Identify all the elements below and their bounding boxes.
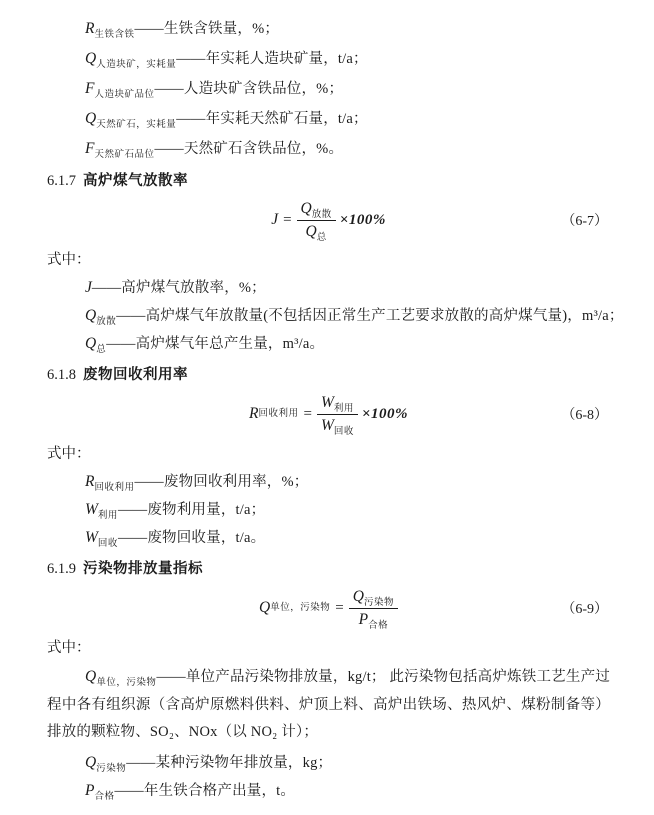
formula xyxy=(271,200,386,241)
where-label: 式中： xyxy=(47,252,91,268)
formula-suffix: ×100% xyxy=(361,405,408,422)
section-title: 高炉煤气放散率 xyxy=(83,173,188,189)
variable-symbol: Q xyxy=(300,199,312,217)
definition-line xyxy=(85,134,610,164)
fraction-numerator xyxy=(317,394,358,415)
variable-symbol: W xyxy=(85,529,98,546)
formula-row xyxy=(47,388,610,440)
fraction xyxy=(317,394,358,435)
variable-subscript: 回收 xyxy=(97,538,118,549)
variable-subscript: 利用 xyxy=(97,510,118,521)
variable-symbol: Q xyxy=(305,222,317,240)
variable-symbol: Q xyxy=(85,307,97,324)
variable-subscript: 放散 xyxy=(311,209,332,220)
variable-symbol: Q xyxy=(85,50,97,67)
definition-line xyxy=(85,468,610,496)
section-heading xyxy=(47,557,610,581)
variable-subscript: 天然矿石，实耗量 xyxy=(96,119,177,130)
variable-symbol: W xyxy=(85,501,98,518)
formula-number: （6-8） xyxy=(561,408,608,423)
formula-number: （6-7） xyxy=(561,214,608,229)
fraction xyxy=(297,200,336,241)
definition-text: ——生铁含铁量，%； xyxy=(134,21,280,37)
section-number: 6.1.9 xyxy=(47,561,76,577)
formula: Q 单位，污染物 = $\frac{Q_{污染物}}{P_{合格}}$ xyxy=(259,588,398,629)
definition-text: ——高炉煤气年总产生量，m³/a。 xyxy=(106,336,325,352)
equals-sign: = xyxy=(335,599,344,616)
formula-row xyxy=(47,194,610,246)
section-heading xyxy=(47,363,610,387)
variable-symbol: F xyxy=(85,80,95,97)
variable-subscript: 回收 xyxy=(333,426,354,437)
formula-lhs-symbol: J xyxy=(271,211,279,228)
definition-text: ——某种污染物年排放量，kg； xyxy=(126,754,333,771)
variable-subscript: 合格 xyxy=(94,791,115,802)
variable-symbol: W xyxy=(320,393,334,411)
section-number: 6.1.8 xyxy=(47,367,76,383)
fraction-denominator xyxy=(297,221,336,241)
formula: R 回收利用 = $\frac{W_{利用}}{W_{回收}}$ ×100% xyxy=(249,393,408,437)
section-618 xyxy=(47,363,610,552)
definition-line xyxy=(85,14,610,44)
variable-subscript: 放散 xyxy=(96,316,117,327)
variable-subscript: 人造块矿品位 xyxy=(94,89,155,100)
section-number: 6.1.7 xyxy=(47,173,76,189)
definition-text: ——高炉煤气放散率，%； xyxy=(91,280,266,296)
definition-text: ——废物回收利用率，%； xyxy=(134,474,309,490)
fraction-numerator xyxy=(297,200,336,221)
definition-paragraph xyxy=(47,663,610,747)
formula-row xyxy=(47,582,610,634)
definition-line xyxy=(85,330,610,358)
definition-text: ——人造块矿含铁品位，%； xyxy=(154,81,344,97)
variable-symbol: Q xyxy=(85,110,97,127)
section-619 xyxy=(47,557,610,805)
equals-sign: = xyxy=(303,405,312,422)
definition-line xyxy=(85,104,610,134)
definition-line xyxy=(85,749,610,777)
variable-symbol: Q xyxy=(352,587,364,605)
fraction-denominator xyxy=(349,609,398,629)
definition-text: ——年实耗天然矿石量，t/a； xyxy=(176,111,368,127)
definition-text: ——废物回收量，t/a。 xyxy=(117,530,266,546)
section-title: 废物回收利用率 xyxy=(83,367,188,383)
definition-text: ——高炉煤气年放散量(不包括因正常生产工艺要求放散的高炉煤气量)，m³/a； xyxy=(116,308,624,324)
variable-subscript: 污染物 xyxy=(96,763,127,774)
variable-subscript: 污染物 xyxy=(363,597,394,608)
definition-text: ——年实耗人造块矿量，t/a； xyxy=(176,51,368,67)
variable-subscript: 合格 xyxy=(368,620,389,631)
definition-line xyxy=(85,274,610,302)
variable-subscript: 单位，污染物 xyxy=(96,677,157,688)
variable-subscript: 天然矿石品位 xyxy=(94,149,155,160)
variable-symbol: P xyxy=(85,781,95,799)
variable-subscript: 总 xyxy=(316,232,327,243)
fraction-numerator xyxy=(349,588,398,609)
variable-symbol: W xyxy=(320,416,334,434)
where-label: 式中： xyxy=(47,446,91,462)
definition-text: ——年生铁合格产出量，t。 xyxy=(114,782,296,799)
variable-subscript: 生铁含铁 xyxy=(94,29,135,40)
definition-text: ——天然矿石含铁品位，%。 xyxy=(154,141,344,157)
variable-symbol: F xyxy=(85,140,95,157)
definition-text: ——废物利用量，t/a； xyxy=(117,502,266,518)
definition-text: ——单位产品污染物排放量，kg/t； 此污染物包括高炉炼铁工艺生产过程中各有组织源（含高炉原燃料供料、炉顶上料、高炉出铁场、热风炉、煤粉制备等）排放的颗粒物、SO₂、NOx（以 NO₂ 计）； xyxy=(47,669,610,740)
section-title: 污染物排放量指标 xyxy=(83,561,203,577)
variable-symbol: Q xyxy=(85,668,97,685)
variable-subscript: 总 xyxy=(96,344,107,355)
variable-symbol: Q xyxy=(85,335,97,352)
variable-subscript: 回收利用 xyxy=(94,482,135,493)
definition-line xyxy=(85,44,610,74)
definition-line xyxy=(85,496,610,524)
definition-line xyxy=(85,302,624,330)
top-definitions xyxy=(47,14,610,164)
fraction xyxy=(349,588,398,629)
variable-symbol: R xyxy=(85,473,95,490)
variable-symbol: Q xyxy=(85,753,97,771)
variable-symbol: R xyxy=(85,20,95,37)
variable-subscript: 人造块矿，实耗量 xyxy=(96,59,177,70)
variable-subscript: 利用 xyxy=(333,403,354,414)
where-label: 式中： xyxy=(47,640,91,656)
definition-line xyxy=(85,74,610,104)
definition-line xyxy=(85,524,610,552)
formula-lhs-symbol: Q xyxy=(259,599,271,616)
fraction-denominator xyxy=(317,415,358,435)
formula-suffix: ×100% xyxy=(339,211,386,228)
formula-lhs-symbol: R xyxy=(249,405,259,422)
variable-symbol: P xyxy=(358,610,369,628)
formula-number: （6-9） xyxy=(561,602,608,617)
equals-sign: = xyxy=(283,211,292,228)
definition-line xyxy=(85,777,610,805)
section-heading xyxy=(47,169,610,193)
section-617 xyxy=(47,169,624,358)
variable-symbol: J xyxy=(85,279,92,296)
